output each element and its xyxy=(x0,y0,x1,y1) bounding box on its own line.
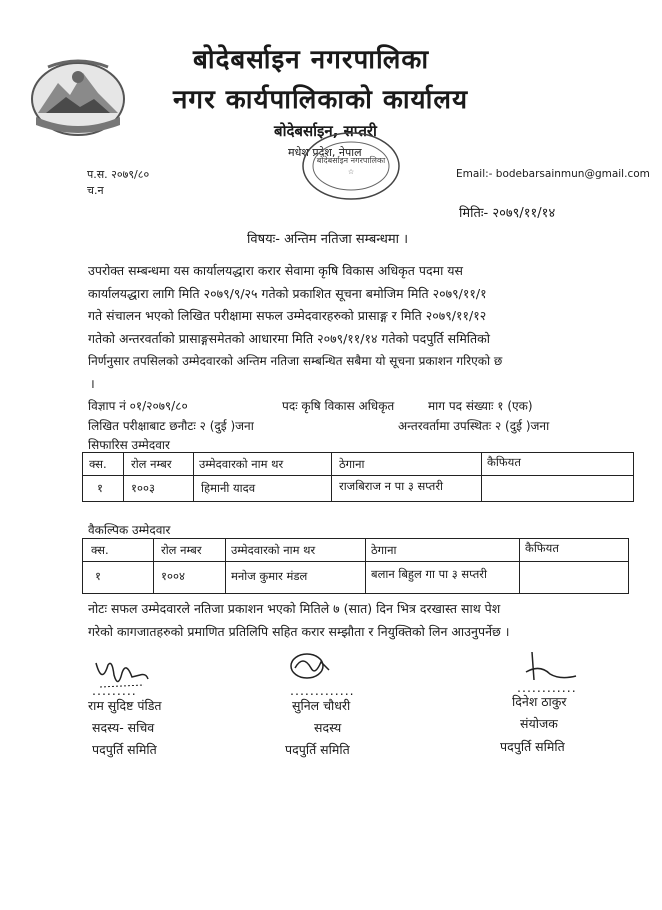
office-name: नगर कार्यपालिकाको कार्यालय xyxy=(173,85,469,115)
subject-line: विषयः- अन्तिम नतिजा सम्बन्धमा । xyxy=(247,232,409,247)
recommended-table xyxy=(82,452,634,502)
nepal-emblem-logo xyxy=(28,55,128,137)
alternate-table xyxy=(82,538,629,594)
table-cell: १ xyxy=(95,569,101,583)
letter-date: मितिः- २०७९/११/१४ xyxy=(459,206,556,221)
signatory-1-name: राम सुदिष्ट पंडित xyxy=(88,698,162,713)
demand-count: माग पद संख्याः १ (एक) xyxy=(428,399,533,413)
signature-2 xyxy=(285,648,335,688)
body-line: कार्यालयद्धारा लागि मिति २०७९/९/२५ गतेको प्रकाशित सूचना बमोजिम मिति २०७९/११/१ xyxy=(88,286,487,301)
body-line: गतेको अन्तरवर्ताको प्रासाङ्गसमेतको आधारमा मिति २०७९/११/१४ गतेको पदपुर्ति समितिको xyxy=(88,331,490,346)
table-header: कैफियत xyxy=(487,455,521,469)
interview-present: अन्तरवर्तामा उपस्थितः २ (दुई )जना xyxy=(398,419,550,433)
signatory-1-role: सदस्य- सचिव xyxy=(92,720,155,735)
note-line: नोटः सफल उम्मेदवारले नतिजा प्रकाशन भएको मितिले ७ (सात) दिन भित्र दरखास्त साथ पेश xyxy=(88,601,501,616)
table-cell: राजबिराज न पा ३ सप्तरी xyxy=(339,479,444,493)
table-cell: १००४ xyxy=(161,569,185,583)
signatory-2-name: सुनिल चौधरी xyxy=(292,698,351,713)
recommended-title: सिफारिस उम्मेदवार xyxy=(88,438,170,452)
post-name: पदः कृषि विकास अधिकृत xyxy=(282,399,395,413)
dispatch-number: च.न xyxy=(87,184,104,197)
notice-number: विज्ञाप नं ०१/२०७९/८० xyxy=(88,399,188,413)
signatory-2-committee: पदपुर्ति समिति xyxy=(285,742,350,757)
table-cell: हिमानी यादव xyxy=(201,481,256,495)
note-line: गरेको कागजातहरुको प्रमाणित प्रतिलिपि सहित करार सम्झौता र नियुक्तिको लिन आउनुपर्नेछ । xyxy=(88,624,510,639)
municipality-name: बोदेबर्साइन नगरपालिका xyxy=(193,45,430,75)
body-line: गते संचालन भएको लिखित परीक्षामा सफल उम्मेदवारहरुको प्रासाङ्ग र मिति २०७९/११/१२ xyxy=(88,308,487,323)
signatory-3-role: संयोजक xyxy=(520,716,558,731)
body-line: । xyxy=(90,376,95,391)
table-cell: १ xyxy=(97,481,103,495)
table-header: ठेगाना xyxy=(339,457,365,471)
table-cell: १००३ xyxy=(131,481,155,495)
table-header: कैफियत xyxy=(525,541,559,555)
table-header: उम्मेदवारको नाम थर xyxy=(199,457,284,471)
office-stamp xyxy=(300,130,402,202)
table-header: रोल नम्बर xyxy=(161,543,202,557)
signatory-1-committee: पदपुर्ति समिति xyxy=(92,742,157,757)
office-province: मधेश प्रदेश, नेपाल xyxy=(288,146,362,159)
office-email: Email:- bodebarsainmun@gmail.com xyxy=(456,168,650,180)
table-header: रोल नम्बर xyxy=(131,457,172,471)
table-cell: मनोज कुमार मंडल xyxy=(231,569,308,583)
table-header: ठेगाना xyxy=(371,543,397,557)
office-location: बोदेबर्साइन, सप्तरी xyxy=(274,122,377,140)
table-cell: बलान बिहुल गा पा ३ सप्तरी xyxy=(371,567,487,581)
written-selected: लिखित परीक्षाबाट छनौटः २ (दुई )जना xyxy=(88,419,254,433)
signatory-3-name: दिनेश ठाकुर xyxy=(512,694,567,709)
svg-text:☆: ☆ xyxy=(347,168,355,176)
table-header: क्स. xyxy=(91,543,109,557)
body-line: निर्णनुसार तपसिलको उम्मेदवारको अन्तिम नतिजा सम्बन्धित सबैमा यो सूचना प्रकाशन गरिएको छ xyxy=(88,354,503,368)
signatory-3-committee: पदपुर्ति समिति xyxy=(500,739,565,754)
signatory-2-role: सदस्य xyxy=(314,720,342,735)
stamp-text: बोदेबर्साइन नगरपालिका xyxy=(316,156,386,165)
reference-number: प.स. २०७९/८० xyxy=(87,168,150,181)
table-header: उम्मेदवारको नाम थर xyxy=(231,543,316,557)
alternate-title: वैकल्पिक उम्मेदवार xyxy=(88,523,171,537)
body-line: उपरोक्त सम्बन्धमा यस कार्यालयद्धारा करार सेवामा कृषि विकास अधिकृत पदमा यस xyxy=(88,263,463,278)
table-header: क्स. xyxy=(89,457,107,471)
